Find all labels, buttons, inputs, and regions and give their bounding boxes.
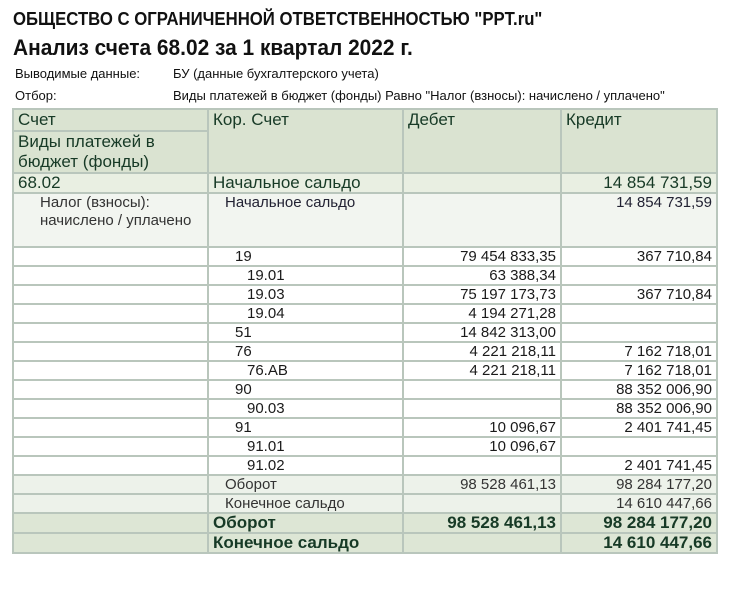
debit-cell [403, 380, 561, 399]
filter-line [15, 88, 665, 103]
debit-cell [403, 456, 561, 475]
debit-cell: 79 454 833,35 [403, 247, 561, 266]
debit-cell: 14 842 313,00 [403, 323, 561, 342]
table-row [13, 380, 717, 399]
header-payment-types: Виды платежей в бюджет (фонды) [13, 131, 208, 173]
credit-cell: 7 162 718,01 [561, 342, 717, 361]
empty-cell [13, 285, 208, 304]
corr-account-cell: 19.04 [208, 304, 403, 323]
empty-cell [13, 399, 208, 418]
total-turnover-label: Оборот [208, 513, 403, 533]
header-row [13, 109, 717, 131]
header-debit: Дебет [403, 109, 561, 173]
filter-label: Отбор: [15, 88, 57, 103]
debit-cell: 4 221 218,11 [403, 342, 561, 361]
corr-account-cell: 91 [208, 418, 403, 437]
group-debit [403, 193, 561, 247]
debit-cell: 4 194 271,28 [403, 304, 561, 323]
total-turnover-row [13, 513, 717, 533]
group-closing-label: Конечное сальдо [208, 494, 403, 513]
total-closing-row [13, 533, 717, 553]
table-row [13, 361, 717, 380]
credit-cell: 2 401 741,45 [561, 418, 717, 437]
credit-cell: 88 352 006,90 [561, 399, 717, 418]
empty-cell [13, 266, 208, 285]
debit-cell: 4 221 218,11 [403, 361, 561, 380]
debit-cell: 75 197 173,73 [403, 285, 561, 304]
table-row [13, 304, 717, 323]
total-turnover-debit: 98 528 461,13 [403, 513, 561, 533]
corr-account-cell: 90.03 [208, 399, 403, 418]
total-turnover-credit: 98 284 177,20 [561, 513, 717, 533]
organization-name: ОБЩЕСТВО С ОГРАНИЧЕННОЙ ОТВЕТСТВЕННОСТЬЮ "PPT.ru" [13, 9, 543, 29]
credit-cell [561, 266, 717, 285]
empty-cell [13, 380, 208, 399]
output-data-label: Выводимые данные: [15, 66, 141, 81]
group-closing-row [13, 494, 717, 513]
empty-cell [13, 418, 208, 437]
account-credit: 14 854 731,59 [561, 173, 717, 193]
account-code: 68.02 [13, 173, 208, 193]
corr-account-cell: 51 [208, 323, 403, 342]
corr-account-cell: 91.01 [208, 437, 403, 456]
header-account: Счет [13, 109, 208, 131]
account-row [13, 173, 717, 193]
corr-account-cell: 76.АВ [208, 361, 403, 380]
empty-cell [13, 361, 208, 380]
group-turnover-row [13, 475, 717, 494]
group-name: Налог (взносы): начислено / уплачено [13, 193, 208, 247]
table-row [13, 399, 717, 418]
group-row [13, 193, 717, 247]
corr-account-cell: 91.02 [208, 456, 403, 475]
group-closing-credit: 14 610 447,66 [561, 494, 717, 513]
table-row [13, 342, 717, 361]
account-analysis-table [12, 108, 718, 554]
empty-cell [13, 323, 208, 342]
group-turnover-debit: 98 528 461,13 [403, 475, 561, 494]
credit-cell [561, 437, 717, 456]
credit-cell: 367 710,84 [561, 247, 717, 266]
output-data-value: БУ (данные бухгалтерского учета) [173, 66, 379, 81]
credit-cell: 367 710,84 [561, 285, 717, 304]
corr-account-cell: 90 [208, 380, 403, 399]
group-credit: 14 854 731,59 [561, 193, 717, 247]
group-closing-debit [403, 494, 561, 513]
group-label: Начальное сальдо [208, 193, 403, 247]
table-row [13, 323, 717, 342]
table-row [13, 285, 717, 304]
group-turnover-label: Оборот [208, 475, 403, 494]
corr-account-cell: 19.01 [208, 266, 403, 285]
total-closing-debit [403, 533, 561, 553]
credit-cell [561, 304, 717, 323]
credit-cell [561, 323, 717, 342]
corr-account-cell: 76 [208, 342, 403, 361]
empty-cell [13, 247, 208, 266]
debit-cell: 10 096,67 [403, 437, 561, 456]
total-closing-credit: 14 610 447,66 [561, 533, 717, 553]
empty-cell [13, 342, 208, 361]
credit-cell: 88 352 006,90 [561, 380, 717, 399]
output-data-line [15, 66, 379, 81]
report-title: Анализ счета 68.02 за 1 квартал 2022 г. [13, 35, 413, 60]
debit-cell: 10 096,67 [403, 418, 561, 437]
group-turnover-credit: 98 284 177,20 [561, 475, 717, 494]
debit-cell [403, 399, 561, 418]
debit-cell: 63 388,34 [403, 266, 561, 285]
account-debit [403, 173, 561, 193]
total-closing-label: Конечное сальдо [208, 533, 403, 553]
header-corr-account: Кор. Счет [208, 109, 403, 173]
table-row [13, 247, 717, 266]
credit-cell: 2 401 741,45 [561, 456, 717, 475]
table-row [13, 437, 717, 456]
account-label: Начальное сальдо [208, 173, 403, 193]
filter-value: Виды платежей в бюджет (фонды) Равно "Налог (взносы): начислено / уплачено" [173, 88, 665, 103]
empty-cell [13, 304, 208, 323]
corr-account-cell: 19 [208, 247, 403, 266]
table-row [13, 456, 717, 475]
credit-cell: 7 162 718,01 [561, 361, 717, 380]
table-row [13, 266, 717, 285]
corr-account-cell: 19.03 [208, 285, 403, 304]
empty-cell [13, 456, 208, 475]
header-credit: Кредит [561, 109, 717, 173]
table-row [13, 418, 717, 437]
empty-cell [13, 437, 208, 456]
